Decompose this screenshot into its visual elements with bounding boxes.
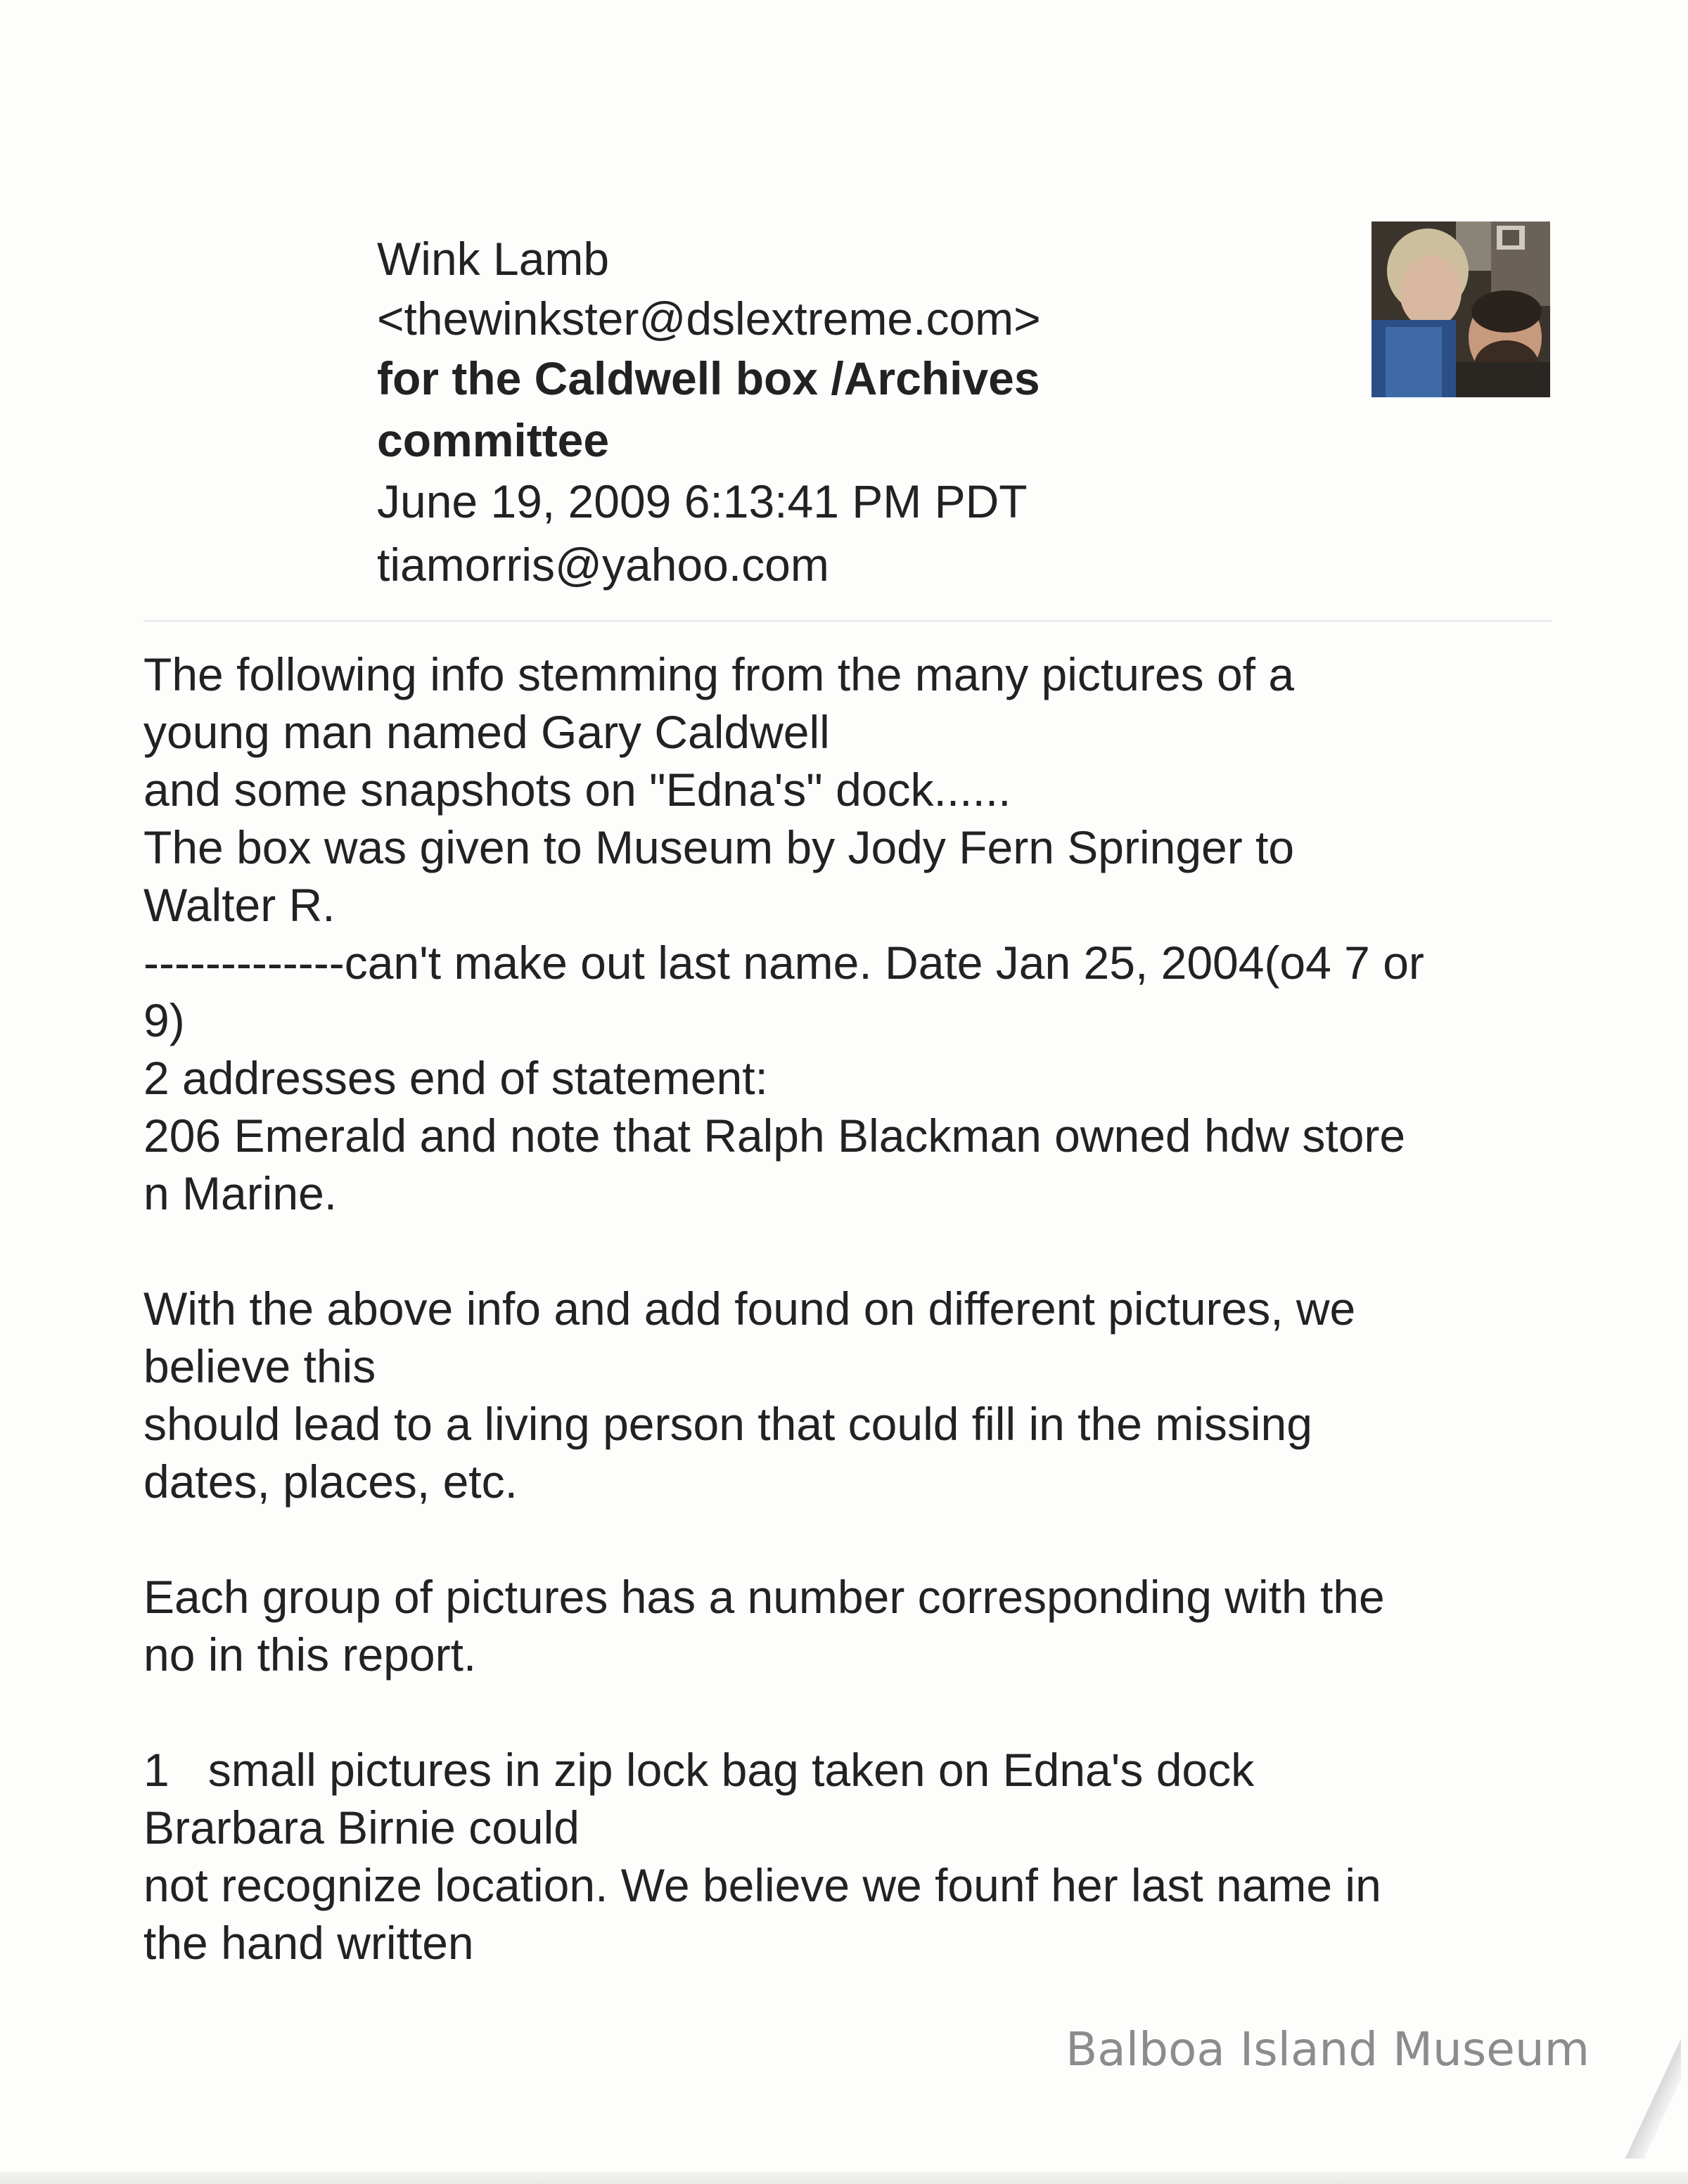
body-line: The following info stemming from the many pictures of a <box>143 648 1295 700</box>
paragraph-gap <box>143 1222 1571 1280</box>
page-corner-fold <box>1618 2025 1681 2159</box>
body-line: 2 addresses end of statement: <box>143 1052 768 1104</box>
body-line: 1 small pictures in zip lock bag taken on Edna's dock <box>143 1744 1255 1796</box>
from-row <box>0 232 1196 295</box>
body-line: With the above info and add found on different pictures, we <box>143 1283 1356 1335</box>
subject-row <box>0 352 1196 415</box>
body-line: Walter R. <box>143 879 335 931</box>
body-line: dates, places, etc. <box>143 1456 518 1508</box>
museum-watermark: Balboa Island Museum <box>1066 2022 1590 2076</box>
body-line: The box was given to Museum by Jody Fern Springer to <box>143 821 1295 873</box>
sender-name: Wink Lamb <box>377 233 610 285</box>
sender-address: <thewinkster@dslextreme.com> <box>377 293 1041 345</box>
page-bottom-edge <box>0 2171 1688 2184</box>
paragraph-gap <box>143 1683 1571 1741</box>
to-row <box>0 538 1196 601</box>
body-line: the hand written <box>143 1917 474 1969</box>
body-line: 206 Emerald and note that Ralph Blackman owned hdw store <box>143 1110 1406 1162</box>
body-line: no in this report. <box>143 1629 477 1681</box>
body-line: Each group of pictures has a number corresponding with the <box>143 1571 1385 1623</box>
body-line: -------------can't make out last name. Date Jan 25, 2004(o4 7 or <box>143 937 1424 989</box>
subject-row-2 <box>0 413 1196 477</box>
from-address-row <box>0 292 1196 355</box>
header-divider <box>143 620 1552 622</box>
body-line: and some snapshots on "Edna's" dock...... <box>143 764 1011 816</box>
paragraph-gap <box>143 1510 1571 1568</box>
subject-line-2: committee <box>377 414 610 466</box>
body-line: Brarbara Birnie could <box>143 1801 580 1854</box>
body-line: 9) <box>143 994 185 1046</box>
date-row <box>0 475 1196 538</box>
body-line: believe this <box>143 1340 376 1392</box>
subject-line-1: for the Caldwell box /Archives <box>377 352 1040 404</box>
body-line: not recognize location. We believe we founf her last name in <box>143 1859 1381 1911</box>
email-body <box>143 645 1571 1972</box>
sender-photo <box>1372 221 1550 397</box>
date-value: June 19, 2009 6:13:41 PM PDT <box>377 475 1028 527</box>
to-value: tiamorris@yahoo.com <box>377 539 829 591</box>
body-line: n Marine. <box>143 1167 338 1219</box>
body-line: young man named Gary Caldwell <box>143 706 830 758</box>
body-line: should lead to a living person that could fill in the missing <box>143 1398 1312 1450</box>
